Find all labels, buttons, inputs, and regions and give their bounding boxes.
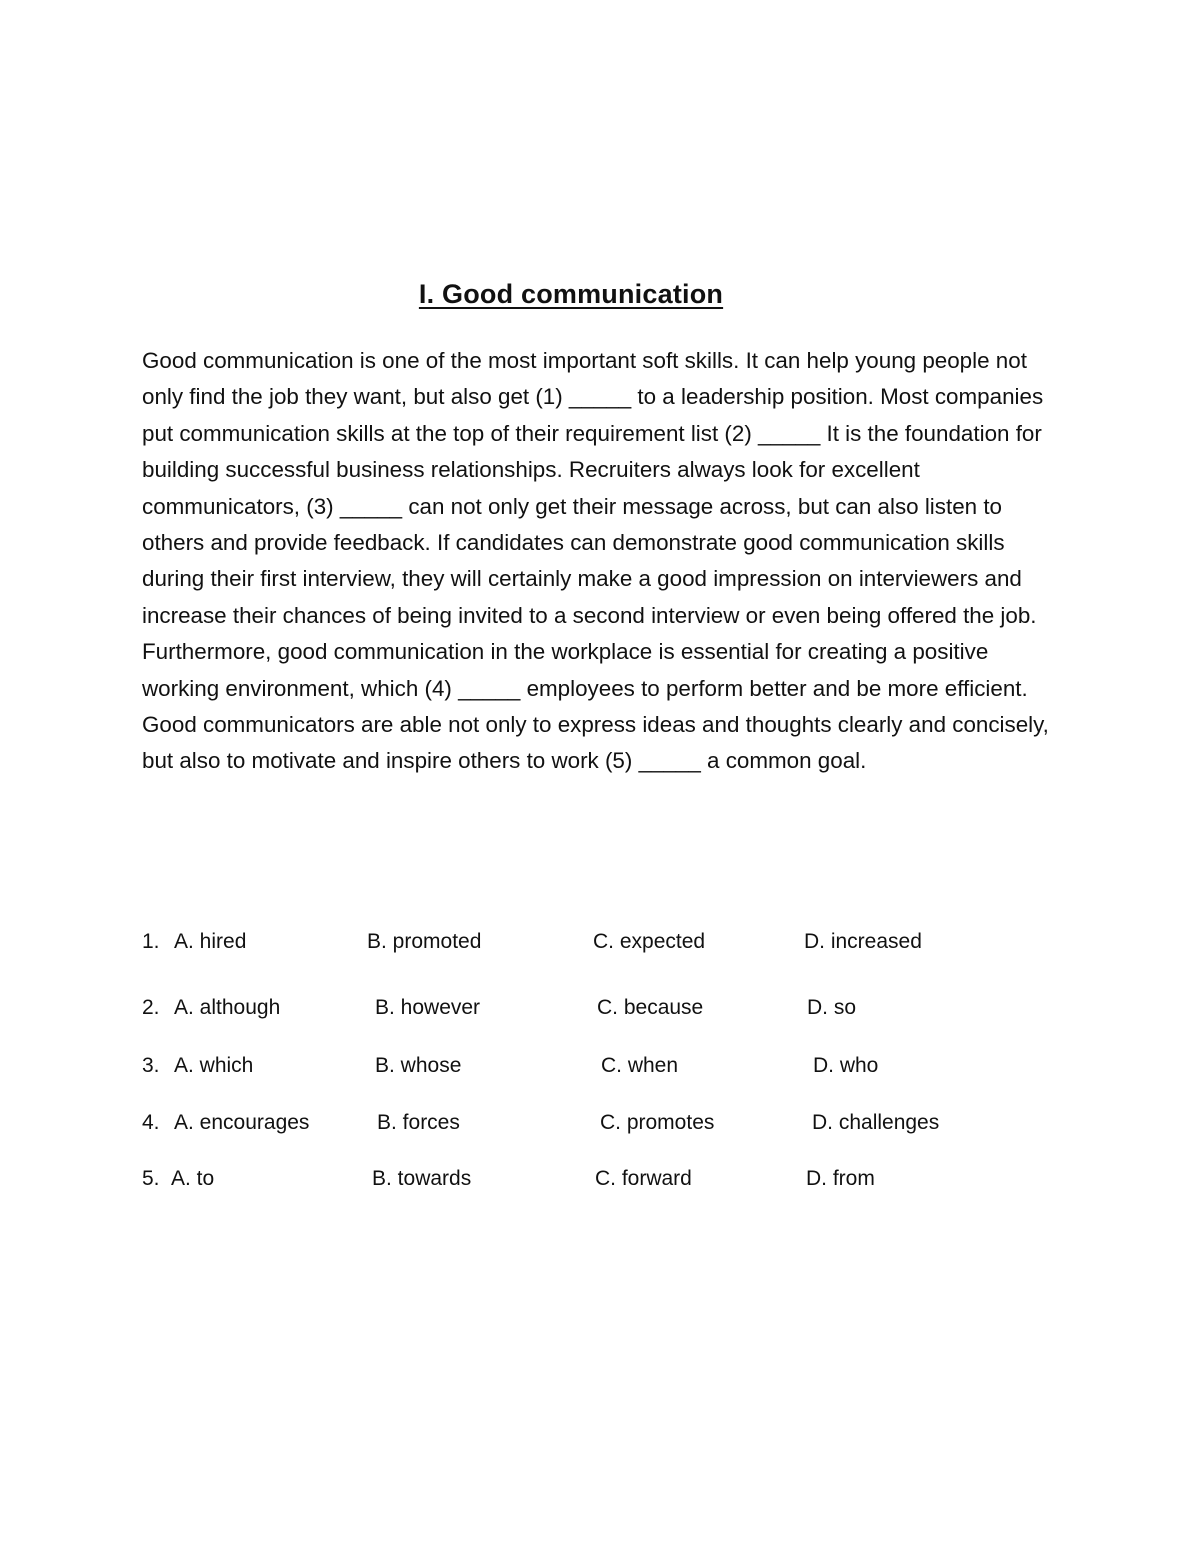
question-row [142,1111,1042,1139]
option-d: D. so [807,996,857,1019]
passage [142,343,1062,780]
question-row [142,996,1042,1024]
option-c: C. expected [593,930,706,953]
question-number: 4. [142,1111,160,1134]
option-b: B. however [375,996,481,1019]
option-a: A. hired [174,930,247,953]
option-c: C. because [597,996,704,1019]
option-b: B. towards [372,1167,472,1190]
option-d: D. increased [804,930,922,953]
option-d: D. from [806,1167,875,1190]
option-b: B. whose [375,1054,462,1077]
option-a: A. which [174,1054,254,1077]
option-d: D. who [813,1054,879,1077]
question-number: 2. [142,996,160,1019]
option-c: C. forward [595,1167,692,1190]
question-row [142,930,1042,958]
page-title: I. Good communication [418,279,724,309]
option-a: A. although [174,996,281,1019]
question-number: 5. [142,1167,160,1190]
option-c: C. promotes [600,1111,715,1134]
question-number: 1. [142,930,160,953]
option-d: D. challenges [812,1111,940,1134]
option-b: B. promoted [367,930,482,953]
question-row [142,1167,1042,1195]
question-row [142,1054,1042,1082]
option-a: A. encourages [174,1111,310,1134]
option-b: B. forces [377,1111,460,1134]
question-number: 3. [142,1054,160,1077]
option-c: C. when [601,1054,679,1077]
passage-text: Good communication is one of the most important soft skills. It can help young people not only find the job they want, but also get (1) _____ to a leadership position. Most companies put communication skills at the top of their requirement list (2) _____ It is the foundation for building successful business relationships. Recruiters always look for excellent communicators, (3) _____ can not only get their message across, but can also listen to others and provide feedback. If candidates can demonstrate good communication skills during their first interview, they will certainly make a good impression on interviewers and increase their chances of being invited to a second interview or even being offered the job. Furthermore, good communication in the workplace is essential for creating a positive working environment, which (4) _____ employees to perform better and be more efficient. Good communicators are able not only to express ideas and thoughts clearly and concisely, but also to motivate and inspire others to work (5) _____ a common goal. [142,348,1049,774]
option-a: A. to [171,1167,215,1190]
